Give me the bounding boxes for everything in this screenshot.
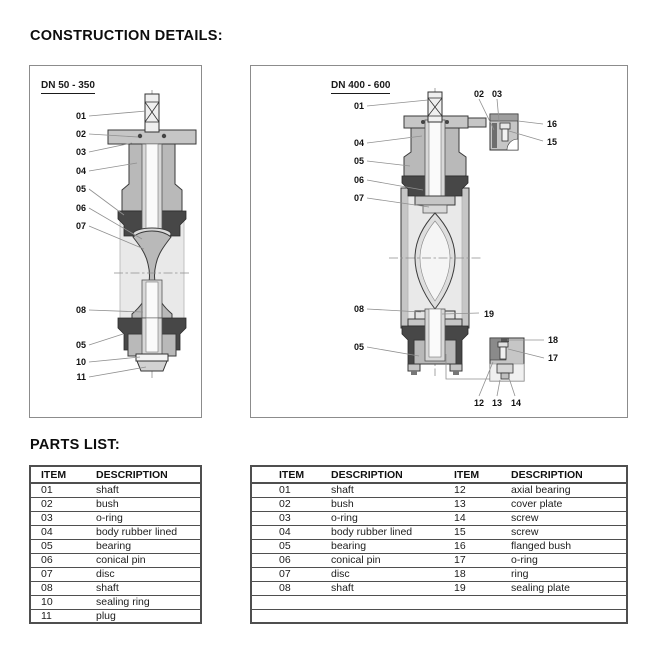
table-cell: 02 bbox=[30, 497, 96, 511]
table-cell: 16 bbox=[454, 539, 511, 553]
part-label: 17 bbox=[548, 353, 559, 363]
table-row bbox=[30, 525, 201, 539]
table-cell: 05 bbox=[251, 539, 331, 553]
table-header-row bbox=[30, 466, 201, 483]
table-cell: 04 bbox=[251, 525, 331, 539]
page-title: CONSTRUCTION DETAILS: bbox=[30, 28, 223, 44]
part-label: 04 bbox=[353, 138, 364, 148]
table-cell: 02 bbox=[251, 497, 331, 511]
table-row bbox=[251, 567, 627, 581]
table-cell: 03 bbox=[251, 511, 331, 525]
part-label: 14 bbox=[510, 398, 522, 408]
table-row bbox=[30, 483, 201, 497]
parts-table-dn400-600 bbox=[250, 465, 628, 624]
screw-part bbox=[501, 373, 509, 379]
table-row bbox=[30, 553, 201, 567]
part-label: 01 bbox=[353, 101, 364, 111]
screw-shank bbox=[502, 129, 508, 141]
table-cell: screw bbox=[511, 525, 627, 539]
table-cell: disc bbox=[96, 567, 201, 581]
table-header-row bbox=[251, 466, 627, 483]
table-cell bbox=[454, 609, 511, 623]
table-cell: 01 bbox=[30, 483, 96, 497]
table-row bbox=[251, 581, 627, 595]
parts-list-title: PARTS LIST: bbox=[30, 437, 121, 453]
part-label: 02 bbox=[473, 89, 485, 99]
table-row bbox=[251, 497, 627, 511]
table-cell: o-ring bbox=[331, 511, 454, 525]
table-cell bbox=[331, 595, 454, 609]
table-row bbox=[30, 539, 201, 553]
table-cell: axial bearing bbox=[511, 483, 627, 497]
part-label: 05 bbox=[353, 156, 364, 166]
part-label: 07 bbox=[75, 221, 86, 231]
foot bbox=[450, 364, 462, 371]
table-cell bbox=[251, 595, 331, 609]
table-row bbox=[30, 609, 201, 623]
table-cell: 18 bbox=[454, 567, 511, 581]
part-label: 13 bbox=[491, 398, 503, 408]
diagram-dn50-350 bbox=[29, 65, 202, 418]
table-cell: 06 bbox=[30, 553, 96, 567]
table-cell: 10 bbox=[30, 595, 96, 609]
table-cell: 19 bbox=[454, 581, 511, 595]
plug-part bbox=[137, 361, 167, 371]
table-cell: bearing bbox=[96, 539, 201, 553]
table-cell: 13 bbox=[454, 497, 511, 511]
table-row bbox=[251, 525, 627, 539]
table-cell: 03 bbox=[30, 511, 96, 525]
table-cell: 04 bbox=[30, 525, 96, 539]
part-label: 18 bbox=[548, 335, 559, 345]
table-cell: shaft bbox=[96, 483, 201, 497]
screw-head bbox=[500, 123, 510, 129]
part-label: 12 bbox=[473, 398, 485, 408]
part-label: 08 bbox=[353, 304, 364, 314]
o-ring-part bbox=[162, 134, 166, 138]
column-header: DESCRIPTION bbox=[511, 466, 627, 483]
table-cell: shaft bbox=[331, 581, 454, 595]
bush-part bbox=[138, 134, 142, 138]
table-row bbox=[251, 595, 627, 609]
part-label: 05 bbox=[75, 340, 86, 350]
table-row bbox=[251, 553, 627, 567]
table-cell: bush bbox=[331, 497, 454, 511]
bush-part bbox=[421, 120, 425, 124]
part-label: 15 bbox=[547, 137, 558, 147]
table-cell: sealing ring bbox=[96, 595, 201, 609]
table-cell: 06 bbox=[251, 553, 331, 567]
table-cell: body rubber lined bbox=[331, 525, 454, 539]
parts-table-dn50-350 bbox=[29, 465, 202, 624]
part-label: 02 bbox=[75, 129, 86, 139]
part-labels bbox=[76, 111, 86, 382]
part-label: 06 bbox=[75, 203, 86, 213]
table-row bbox=[30, 567, 201, 581]
axial-bearing-part bbox=[500, 347, 506, 359]
table-row bbox=[30, 511, 201, 525]
table-row bbox=[30, 581, 201, 595]
column-header: ITEM bbox=[251, 466, 331, 483]
table-cell: conical pin bbox=[96, 553, 201, 567]
column-header: ITEM bbox=[454, 466, 511, 483]
diagram-dn400-600 bbox=[250, 65, 628, 418]
table-cell: 11 bbox=[30, 609, 96, 623]
cover-plate-part bbox=[497, 364, 513, 373]
table-cell: cover plate bbox=[511, 497, 627, 511]
part-label: 05 bbox=[353, 342, 364, 352]
table-cell: ring bbox=[511, 567, 627, 581]
part-label: 04 bbox=[75, 166, 86, 176]
diagram-right-title: DN 400 - 600 bbox=[331, 80, 390, 94]
table-row bbox=[251, 483, 627, 497]
part-label: 16 bbox=[547, 119, 558, 129]
disc-hub bbox=[423, 205, 447, 213]
o-ring-part bbox=[445, 120, 449, 124]
table-cell bbox=[331, 609, 454, 623]
table-row bbox=[30, 497, 201, 511]
table-cell: 01 bbox=[251, 483, 331, 497]
part-label: 05 bbox=[75, 184, 86, 194]
table-cell: flanged bush bbox=[511, 539, 627, 553]
valve-drawing-dn400-600 bbox=[251, 66, 627, 417]
table-cell bbox=[251, 609, 331, 623]
part-label: 19 bbox=[484, 309, 495, 319]
table-cell: body rubber lined bbox=[96, 525, 201, 539]
table-cell: disc bbox=[331, 567, 454, 581]
table-cell bbox=[511, 609, 627, 623]
table-cell: bush bbox=[96, 497, 201, 511]
table-cell: screw bbox=[511, 511, 627, 525]
part-label: 10 bbox=[75, 357, 86, 367]
table-cell: 07 bbox=[30, 567, 96, 581]
conical-pin-collar bbox=[415, 196, 455, 205]
part-label: 03 bbox=[75, 147, 86, 157]
diagram-left-title: DN 50 - 350 bbox=[41, 80, 95, 94]
table-cell: sealing plate bbox=[511, 581, 627, 595]
valve-drawing-dn50-350 bbox=[30, 66, 201, 417]
sealing-ring-part bbox=[136, 354, 168, 361]
part-label: 11 bbox=[76, 372, 86, 382]
table-row bbox=[251, 539, 627, 553]
table-cell: bearing bbox=[331, 539, 454, 553]
part-label: 07 bbox=[353, 193, 364, 203]
table-cell: 08 bbox=[30, 581, 96, 595]
foot bbox=[408, 364, 420, 371]
table-cell: 15 bbox=[454, 525, 511, 539]
table-cell: 08 bbox=[251, 581, 331, 595]
table-cell: 07 bbox=[251, 567, 331, 581]
table-cell: 14 bbox=[454, 511, 511, 525]
upper-shaft-part bbox=[145, 94, 159, 132]
part-label: 08 bbox=[75, 305, 86, 315]
part-label: 01 bbox=[75, 111, 86, 121]
column-header: ITEM bbox=[30, 466, 96, 483]
table-cell: 12 bbox=[454, 483, 511, 497]
table-cell: 17 bbox=[454, 553, 511, 567]
table-cell bbox=[454, 595, 511, 609]
part-label: 03 bbox=[491, 89, 503, 99]
table-cell: o-ring bbox=[96, 511, 201, 525]
table-row bbox=[251, 511, 627, 525]
table-cell: 05 bbox=[30, 539, 96, 553]
column-header: DESCRIPTION bbox=[331, 466, 454, 483]
column-header: DESCRIPTION bbox=[96, 466, 201, 483]
table-cell: conical pin bbox=[331, 553, 454, 567]
table-cell bbox=[511, 595, 627, 609]
table-cell: o-ring bbox=[511, 553, 627, 567]
table-row bbox=[251, 609, 627, 623]
valve-cross-section bbox=[389, 88, 491, 379]
table-cell: shaft bbox=[96, 581, 201, 595]
table-cell: shaft bbox=[331, 483, 454, 497]
part-label: 06 bbox=[353, 175, 364, 185]
table-row bbox=[30, 595, 201, 609]
detail-view-bottom bbox=[490, 338, 524, 381]
table-cell: plug bbox=[96, 609, 201, 623]
